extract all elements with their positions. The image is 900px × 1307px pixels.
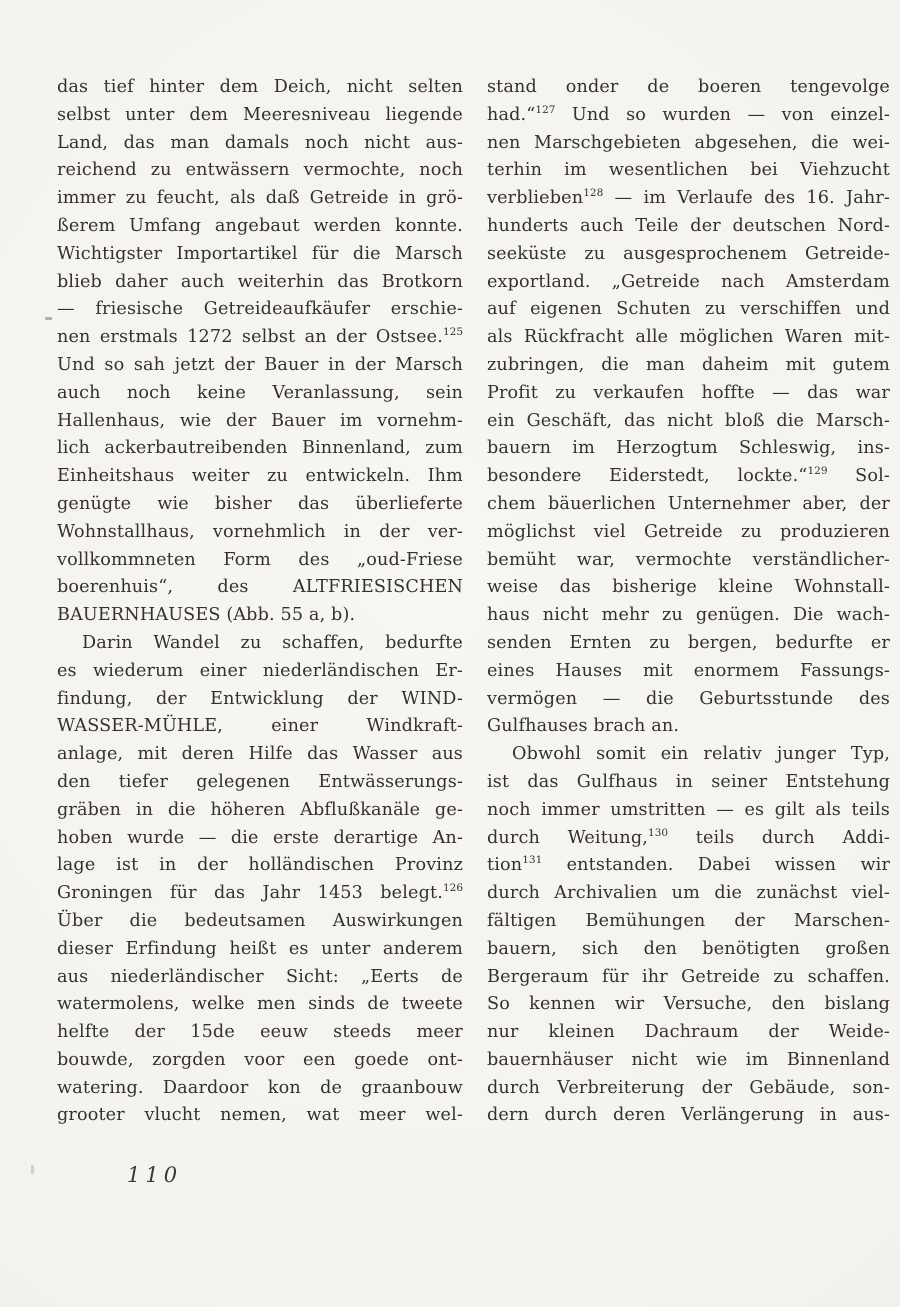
text-line: bouwde, zorgden voor een goede ont- <box>57 1049 463 1070</box>
text-line: dieser Erfindung heißt es unter anderem <box>57 938 463 959</box>
scan-artifact <box>31 1165 34 1174</box>
text-line: boerenhuis“, des ALTFRIESISCHEN <box>57 577 463 598</box>
text-line: seeküste zu ausgesprochenem Getreide- <box>487 243 890 264</box>
text-line: bauern, sich den benötigten großen <box>487 938 890 959</box>
text-line: vollkommneten Form des „oud-Friese <box>57 549 463 570</box>
text-line: auch noch keine Veranlassung, sein <box>57 382 463 403</box>
text-line: Darin Wandel zu schaffen, bedurfte <box>82 632 463 653</box>
text-line: vermögen — die Geburtsstunde des <box>487 688 890 709</box>
text-line: eines Hauses mit enormem Fassungs- <box>487 660 890 681</box>
text-line: durch Verbreiterung der Gebäude, son- <box>487 1077 890 1098</box>
text-column-right <box>487 74 890 1130</box>
text-line: watermolens, welke men sinds de tweete <box>57 994 463 1015</box>
text-line: BAUERNHAUSES (Abb. 55 a, b). <box>57 605 356 626</box>
text-line: genügte wie bisher das überlieferte <box>57 493 463 514</box>
text-line: Obwohl somit ein relativ junger Typ, <box>512 744 890 765</box>
text-line: watering. Daardoor kon de graanbouw <box>57 1077 463 1098</box>
footnote-reference: 127 <box>535 103 556 116</box>
text-line: chem bäuerlichen Unternehmer aber, der <box>487 493 890 514</box>
text-line: Und so sah jetzt der Bauer in der Marsch <box>57 354 463 375</box>
text-line: selbst unter dem Meeresniveau liegende <box>57 104 463 125</box>
text-line: Profit zu verkaufen hoffte — das war <box>487 382 890 403</box>
text-line: grooter vlucht nemen, wat meer wel- <box>57 1105 463 1126</box>
text-line: blieb daher auch weiterhin das Brotkorn <box>57 271 463 292</box>
text-line: Bergeraum für ihr Getreide zu schaffen. <box>487 966 890 987</box>
text-line: den tiefer gelegenen Entwässerungs- <box>57 771 463 792</box>
text-line: aus niederländischer Sicht: „Eerts de <box>57 966 463 987</box>
text-line: nen erstmals 1272 selbst an der Ostsee.$^{125}$ <box>57 326 463 348</box>
text-line: Groningen für das Jahr 1453 belegt.$^{126}$ <box>57 882 463 904</box>
text-line: Wichtigster Importartikel für die Marsch <box>57 243 463 264</box>
text-line: haus nicht mehr zu genügen. Die wach- <box>487 605 890 626</box>
footnote-reference: 131 <box>522 854 543 867</box>
text-line: bauernhäuser nicht wie im Binnenland <box>487 1049 890 1070</box>
page-number: 110 <box>127 1163 183 1187</box>
text-line: anlage, mit deren Hilfe das Wasser aus <box>57 744 463 765</box>
text-line: zubringen, die man daheim mit gutem <box>487 354 890 375</box>
text-line: nen Marschgebieten abgesehen, die wei- <box>487 132 890 153</box>
text-line: ist das Gulfhaus in seiner Entstehung <box>487 771 890 792</box>
text-line: stand onder de boeren tengevolge <box>487 77 890 97</box>
text-line: fältigen Bemühungen der Marschen- <box>487 910 890 931</box>
footnote-reference: 129 <box>807 465 828 478</box>
text-line: lich ackerbautreibenden Binnenland, zum <box>57 438 463 459</box>
text-line: es wiederum einer niederländischen Er- <box>57 660 463 681</box>
text-line: nur kleinen Dachraum der Weide- <box>487 1022 890 1043</box>
text-line: — friesische Getreideaufkäufer erschie- <box>57 299 463 320</box>
text-line: tion$^{131}$ entstanden. Dabei wissen wir <box>487 854 890 876</box>
text-line: möglichst viel Getreide zu produzieren <box>487 521 890 542</box>
text-line: exportland. „Getreide nach Amsterdam <box>487 271 890 292</box>
footnote-reference: 125 <box>442 326 463 339</box>
text-line: besondere Eiderstedt, lockte.“$^{129}$ Sol- <box>487 465 891 487</box>
text-line: dern durch deren Verlängerung in aus- <box>487 1105 890 1126</box>
text-line: reichend zu entwässern vermochte, noch <box>57 160 463 181</box>
text-line: findung, der Entwicklung der WIND- <box>57 688 463 709</box>
scan-artifact <box>45 317 52 320</box>
text-line: Hallenhaus, wie der Bauer im vornehm- <box>57 410 463 431</box>
text-line: Wohnstallhaus, vornehmlich in der ver- <box>57 521 463 542</box>
footnote-reference: 128 <box>583 187 604 200</box>
text-line: So kennen wir Versuche, den bislang <box>487 994 890 1015</box>
text-line: Land, das man damals noch nicht aus- <box>57 132 463 153</box>
text-line: weise das bisherige kleine Wohnstall- <box>487 577 890 598</box>
text-line: hunderts auch Teile der deutschen Nord- <box>487 215 890 236</box>
text-line: immer zu feucht, als daß Getreide in grö- <box>57 188 463 209</box>
footnote-reference: 126 <box>442 882 463 895</box>
text-line: durch Weitung,$^{130}$ teils durch Addi- <box>487 826 890 848</box>
text-line: WASSER-MÜHLE, einer Windkraft- <box>57 716 463 737</box>
text-line: noch immer umstritten — es gilt als teils <box>487 799 890 820</box>
text-line: bemüht war, vermochte verständlicher- <box>487 549 890 570</box>
text-line: helfte der 15de eeuw steeds meer <box>57 1022 463 1043</box>
text-line: gräben in die höheren Abflußkanäle ge- <box>57 799 463 820</box>
text-line: bauern im Herzogtum Schleswig, ins- <box>487 438 890 459</box>
text-line: lage ist in der holländischen Provinz <box>57 855 463 876</box>
text-line: als Rückfracht alle möglichen Waren mit- <box>487 327 890 348</box>
footnote-reference: 130 <box>648 826 669 839</box>
text-line: Einheitshaus weiter zu entwickeln. Ihm <box>57 466 463 487</box>
text-line: verblieben$^{128}$ — im Verlaufe des 16. Jahr- <box>487 187 890 209</box>
text-line: hoben wurde — die erste derartige An- <box>57 827 463 848</box>
text-line: had.“$^{127}$ Und so wurden — von einzel- <box>487 103 890 125</box>
text-line: Gulfhauses brach an. <box>487 716 680 737</box>
text-line: senden Ernten zu bergen, bedurfte er <box>487 632 890 653</box>
text-line: auf eigenen Schuten zu verschiffen und <box>487 299 890 320</box>
text-line: terhin im wesentlichen bei Viehzucht <box>487 160 890 181</box>
text-line: Über die bedeutsamen Auswirkungen <box>57 910 463 931</box>
text-line: ein Geschäft, das nicht bloß die Marsch- <box>487 410 890 431</box>
text-line: durch Archivalien um die zunächst viel- <box>487 883 890 904</box>
text-column-left <box>57 74 463 1130</box>
text-line: das tief hinter dem Deich, nicht selten <box>57 77 463 97</box>
text-line: ßerem Umfang angebaut werden konnte. <box>57 215 463 236</box>
